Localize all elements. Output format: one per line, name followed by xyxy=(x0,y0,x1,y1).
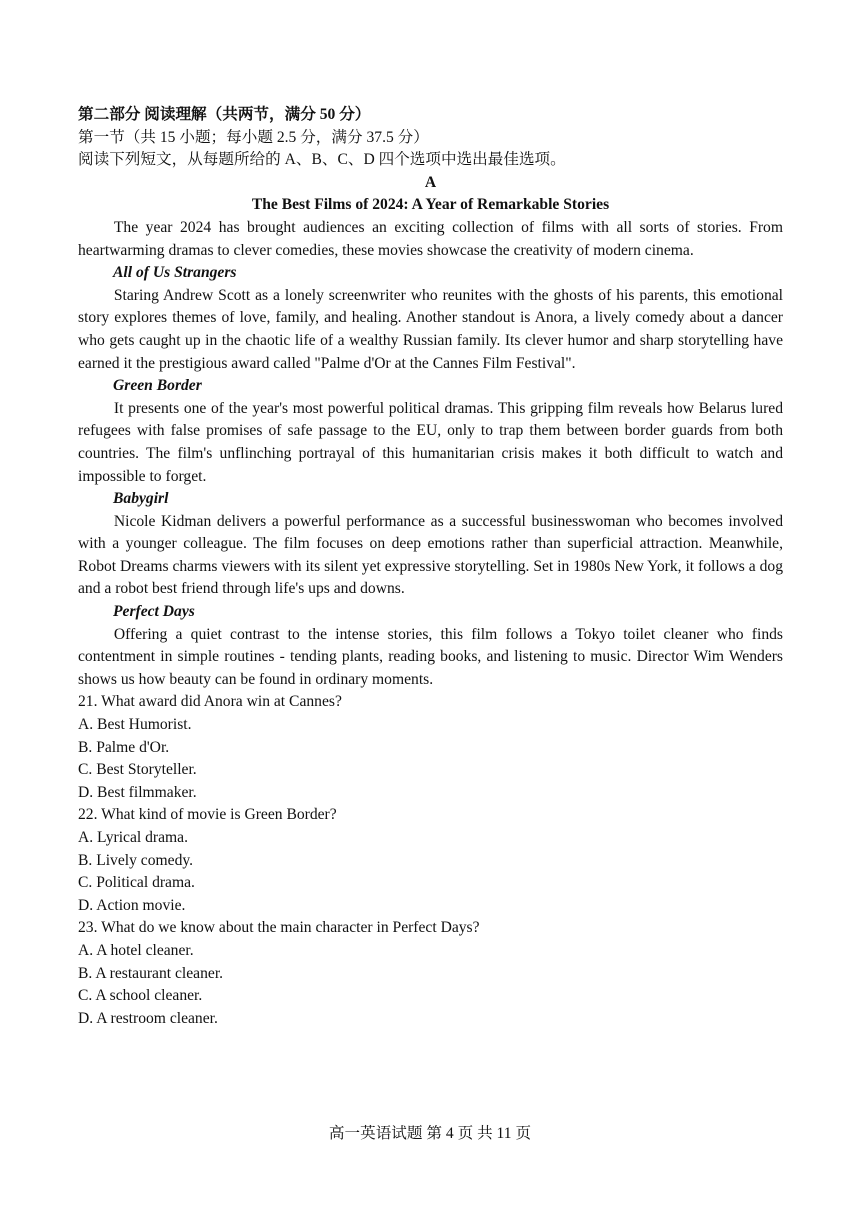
page-footer: 高一英语试题 第 4 页 共 11 页 xyxy=(328,1125,532,1142)
answer-option: A. A hotel cleaner. xyxy=(78,941,194,959)
film-paragraph: Staring Andrew Scott as a lonely screenwriter who reunites with the ghosts of his parents, this emotional story explores themes of love, family, and healing. Another standout is Anora, a lively comedy about a dancer who gets caught up in the chaotic life of a wealthy Russian family. Its clever humor and sharp storytelling have earned it the prestigious award called "Palme d'Or at the Cannes Film Festival". xyxy=(78,286,783,372)
exam-page xyxy=(78,104,783,1030)
film-paragraph: Nicole Kidman delivers a powerful performance as a successful businesswoman who becomes involved with a younger colleague. The film focuses on deep emotions rather than superficial attraction. Meanwhile, Robot Dreams charms viewers with its silent yet expressive storytelling. Set in 1980s New York, it follows a dog and a robot best friend through life's ups and downs. xyxy=(78,512,783,598)
passage-title: The Best Films of 2024: A Year of Remarkable Stories xyxy=(251,196,610,214)
answer-option: B. Lively comedy. xyxy=(78,851,194,869)
question-stem: 21. What award did Anora win at Cannes? xyxy=(78,693,342,711)
answer-option: C. Best Storyteller. xyxy=(78,761,197,779)
answer-option: D. A restroom cleaner. xyxy=(78,1009,218,1027)
film-paragraph: Offering a quiet contrast to the intense stories, this film follows a Tokyo toilet cleaner who finds contentment in simple routines - tending plants, reading books, and listening to music. Director Wim Wenders shows us how beauty can be found in ordinary moments. xyxy=(78,625,783,688)
film-title: Babygirl xyxy=(113,490,169,508)
answer-option: B. A restaurant cleaner. xyxy=(78,964,224,982)
answer-option: B. Palme d'Or. xyxy=(78,738,170,756)
part-heading: 第二部分 阅读理解（共两节，满分 50 分） xyxy=(78,106,371,123)
answer-option: D. Best filmmaker. xyxy=(78,783,197,801)
answer-option: A. Best Humorist. xyxy=(78,716,192,734)
answer-option: C. A school cleaner. xyxy=(78,987,203,1005)
passage-label: A xyxy=(424,173,437,191)
instruction: 阅读下列短文，从每题所给的 A、B、C、D 四个选项中选出最佳选项。 xyxy=(78,151,566,169)
answer-option: C. Political drama. xyxy=(78,874,195,892)
answer-option: A. Lyrical drama. xyxy=(78,829,188,846)
film-title: Green Border xyxy=(113,377,202,395)
film-title: All of Us Strangers xyxy=(113,264,237,282)
film-paragraph: It presents one of the year's most powerful political dramas. This gripping film reveals how Belarus lured refugees with false promises of safe passage to the EU, only to trap them between border guards from both countries. The film's unflinching portrayal of this humanitarian crisis makes it both difficult to watch and impossible to forget. xyxy=(78,399,783,485)
film-title: Perfect Days xyxy=(113,603,195,621)
section-heading: 第一节（共 15 小题；每小题 2.5 分，满分 37.5 分） xyxy=(78,128,429,146)
question-stem: 23. What do we know about the main character in Perfect Days? xyxy=(78,919,480,937)
question-stem: 22. What kind of movie is Green Border? xyxy=(78,806,337,824)
answer-option: D. Action movie. xyxy=(78,896,186,914)
intro-paragraph: The year 2024 has brought audiences an exciting collection of films with all sorts of stories. From heartwarming dramas to clever comedies, these movies showcase the creativity of modern cinema. xyxy=(78,218,783,259)
